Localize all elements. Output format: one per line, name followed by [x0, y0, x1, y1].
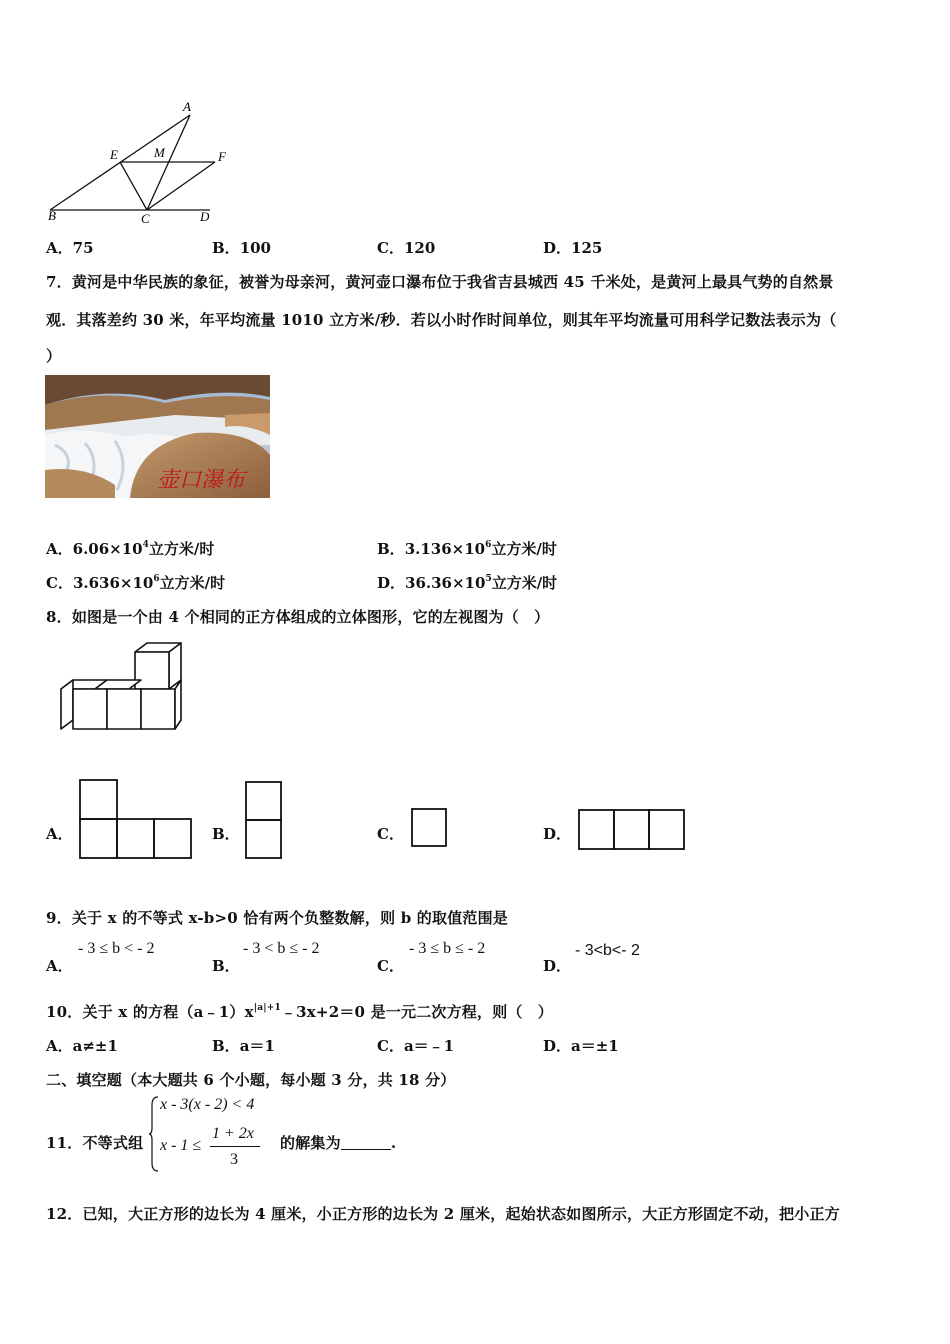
- geometry-figure: [40, 95, 240, 230]
- q10-option-c: C．a＝﹣1: [377, 1037, 455, 1055]
- section-title: 二、填空题（本大题共 6 个小题，每小题 3 分，共 18 分）: [46, 1071, 456, 1089]
- label-b: B: [48, 208, 56, 223]
- q12-line-1: 12．已知，大正方形的边长为 4 厘米，小正方形的边长为 2 厘米，起始状态如图所示，大正方形固定不动，把小正方: [46, 1205, 840, 1223]
- answer-blank[interactable]: [341, 1135, 391, 1150]
- q8-option-c-letter: C．: [377, 825, 404, 843]
- q9-option-c-letter: C．: [377, 957, 404, 975]
- q8-stem: 8．如图是一个由 4 个相同的正方体组成的立体图形，它的左视图为（ ）: [46, 608, 550, 626]
- label-c: C: [141, 211, 150, 226]
- label-d: D: [200, 209, 210, 224]
- q9-option-d-expr: - 3<b<- 2: [575, 942, 640, 959]
- q7-line-3: ）: [46, 347, 62, 365]
- q9-stem: 9．关于 x 的不等式 x-b>0 恰有两个负整数解，则 b 的取值范围是: [46, 909, 509, 927]
- photo-caption: 壶口瀑布: [157, 468, 246, 493]
- q7-option-c: C．$3.636\times 10^6$立方米/时: [46, 574, 226, 592]
- q11-frac-num: 1 + 2x: [212, 1125, 254, 1142]
- q8-option-c-view: [410, 807, 450, 849]
- q9-option-a-expr: - 3 ≤ b < - 2: [78, 940, 155, 957]
- q10-stem: 10．关于 x 的方程$(a﹣1)x^{|a|+1}﹣3x+2=0$ 是一元二次方程，则（ ）: [46, 1003, 553, 1021]
- q10-option-d: D．a＝±1: [543, 1037, 619, 1055]
- q8-option-a-view: [78, 778, 194, 862]
- q11-suffix: 的解集为 .: [280, 1134, 397, 1152]
- q11-ineq-2-left: x - 1 ≤: [160, 1137, 202, 1154]
- q6-option-c: C．120: [377, 239, 436, 257]
- waterfall-photo: [45, 375, 270, 498]
- q9-option-c-expr: - 3 ≤ b ≤ - 2: [409, 940, 486, 957]
- q8-option-b-letter: B．: [212, 825, 240, 843]
- cube-solid-figure: [55, 640, 190, 735]
- q7-option-b: B．$3.136\times 10^6$立方米/时: [377, 540, 557, 558]
- q9-option-a-letter: A．: [46, 957, 73, 975]
- q11-frac-den: 3: [230, 1151, 238, 1168]
- q11-frac-bar: [210, 1146, 260, 1147]
- q9-option-b-letter: B．: [212, 957, 240, 975]
- q6-option-d: D．125: [543, 239, 603, 257]
- q7-option-d: D．$36.36\times 10^5$立方米/时: [377, 574, 558, 592]
- q11-ineq-1: x - 3(x - 2) < 4: [160, 1096, 255, 1113]
- q6-option-a: A．75: [46, 239, 94, 257]
- q11-prefix: 11．不等式组: [46, 1134, 144, 1152]
- q6-option-b: B．100: [212, 239, 271, 257]
- q7-line-1: 7．黄河是中华民族的象征，被誉为母亲河，黄河壶口瀑布位于我省吉县城西 45 千米处，是黄河上最具气势的自然景: [46, 273, 834, 291]
- q8-option-d-letter: D．: [543, 825, 572, 843]
- q8-option-a-letter: A．: [46, 825, 73, 843]
- q9-option-b-expr: - 3 < b ≤ - 2: [243, 940, 320, 957]
- q8-option-d-view: [577, 808, 689, 853]
- label-e: E: [110, 147, 118, 162]
- q9-option-d-letter: D．: [543, 957, 572, 975]
- q7-option-a: A．$6.06\times 10^4$立方米/时: [46, 540, 215, 558]
- q11-brace: [148, 1095, 160, 1173]
- q10-option-b: B．a＝1: [212, 1037, 275, 1055]
- label-a: A: [183, 99, 191, 114]
- label-m: M: [154, 145, 165, 160]
- label-f: F: [218, 149, 226, 164]
- q7-line-2: 观．其落差约 30 米，年平均流量 1010 立方米/秒．若以小时作时间单位，则其年平均流量可用科学记数法表示为（: [46, 311, 837, 329]
- q10-option-a: A．a≠±1: [46, 1037, 118, 1055]
- q8-option-b-view: [244, 780, 284, 862]
